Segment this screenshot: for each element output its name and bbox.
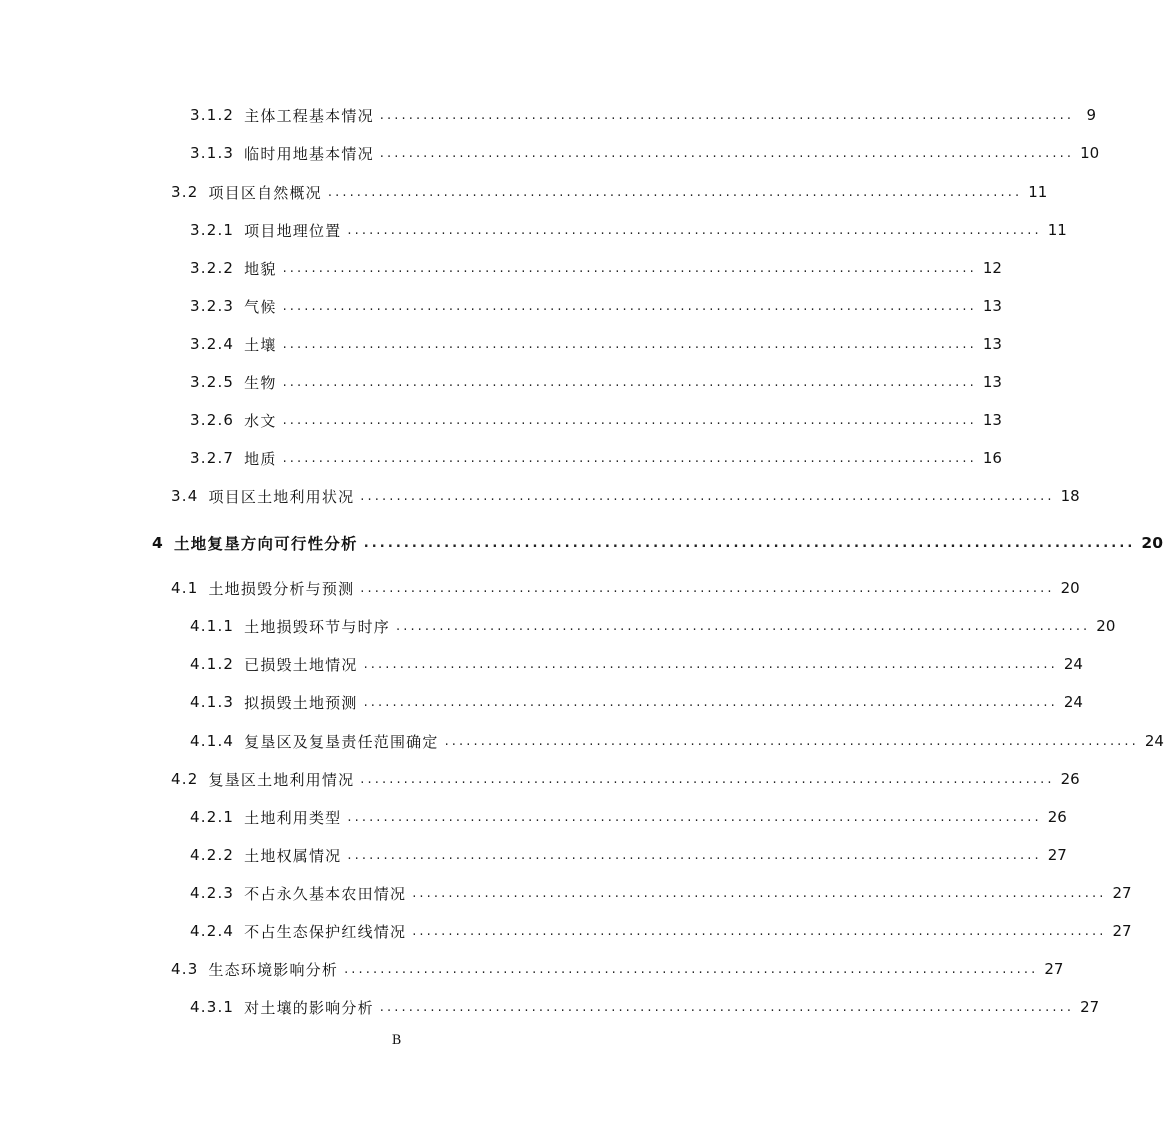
toc-entry-page: 20 [1141, 534, 1163, 552]
toc-entry-title: 土地利用类型 [244, 808, 342, 827]
toc-entry-number: 3.2.4 [190, 335, 235, 353]
toc-entry-number: 3.1.2 [190, 106, 235, 124]
toc-entry-number: 4.2.3 [190, 884, 235, 902]
toc-entry-page: 27 [1112, 884, 1132, 902]
toc-leader-dots: ................................................................................................ [412, 885, 1107, 901]
toc-entry-number: 4.2.2 [190, 846, 235, 864]
toc-entry[interactable] [190, 806, 1067, 828]
toc-entry[interactable] [190, 996, 1100, 1018]
toc-entry-number: 3.2.6 [190, 411, 235, 429]
toc-entry-page: 12 [982, 259, 1002, 277]
toc-entry-page: 13 [982, 373, 1002, 391]
toc-entry-number: 3.1.3 [190, 144, 235, 162]
toc-entry-number: 4.3.1 [190, 998, 235, 1016]
toc-entry-title: 复垦区及复垦责任范围确定 [244, 732, 439, 751]
toc-entry-title: 土地损毁环节与时序 [244, 617, 390, 636]
toc-entry-title: 拟损毁土地预测 [244, 693, 358, 712]
toc-entry-page: 20 [1060, 579, 1080, 597]
toc-entry-number: 3.2.7 [190, 449, 235, 467]
toc-entry-page: 27 [1112, 922, 1132, 940]
toc-entry-title: 已损毁土地情况 [244, 655, 358, 674]
toc-entry-title: 土地复垦方向可行性分析 [174, 535, 358, 553]
toc-entry[interactable] [190, 142, 1100, 164]
toc-entry-title: 项目区土地利用状况 [208, 487, 355, 506]
toc-entry[interactable] [171, 958, 1064, 980]
toc-leader-dots: ................................................................................................ [379, 145, 1075, 161]
toc-entry-page: 18 [1060, 487, 1080, 505]
toc-entry[interactable] [190, 730, 1164, 752]
toc-entry-title: 地貌 [244, 259, 277, 278]
toc-entry-number: 3.2 [171, 183, 199, 201]
toc-entry-title: 复垦区土地利用情况 [208, 770, 355, 789]
toc-entry[interactable] [190, 371, 1002, 393]
toc-entry[interactable] [190, 615, 1116, 637]
toc-entry-number: 4 [152, 534, 164, 552]
toc-entry-page: 13 [982, 297, 1002, 315]
toc-entry[interactable] [190, 653, 1083, 675]
toc-entry-page: 10 [1080, 144, 1100, 162]
toc-entry-title: 不占生态保护红线情况 [244, 922, 407, 941]
toc-leader-dots: ................................................................................................ [360, 771, 1055, 787]
toc-entry-title: 不占永久基本农田情况 [244, 884, 407, 903]
toc-entry-title: 项目地理位置 [244, 221, 342, 240]
toc-entry-number: 3.4 [171, 487, 199, 505]
toc-entry[interactable] [190, 447, 1002, 469]
toc-entry-number: 4.1.4 [190, 732, 235, 750]
toc-entry-number: 4.2.4 [190, 922, 235, 940]
toc-entry-page: 27 [1080, 998, 1100, 1016]
toc-entry-page: 11 [1047, 221, 1067, 239]
toc-entry-title: 气候 [244, 297, 277, 316]
toc-entry-page: 24 [1144, 732, 1164, 750]
toc-leader-dots: ................................................................................................ [363, 656, 1058, 672]
toc-leader-dots: ................................................................................................ [282, 298, 977, 314]
toc-entry-title: 土地损毁分析与预测 [208, 579, 355, 598]
toc-leader-dots: ................................................................................................ [347, 809, 1042, 825]
toc-leader-dots: ................................................................................................ [444, 733, 1139, 749]
toc-leader-dots: ................................................................................................ [344, 961, 1039, 977]
toc-leader-dots: ................................................................................................ [360, 580, 1055, 596]
toc-entry-number: 3.2.1 [190, 221, 235, 239]
toc-entry[interactable] [152, 532, 1163, 554]
toc-entry-page: 16 [982, 449, 1002, 467]
toc-entry-number: 4.3 [171, 960, 199, 978]
toc-entry[interactable] [190, 257, 1002, 279]
toc-entry-title: 主体工程基本情况 [244, 106, 374, 125]
toc-entry-number: 4.1.1 [190, 617, 235, 635]
toc-entry[interactable] [190, 920, 1132, 942]
toc-entry-page: 26 [1060, 770, 1080, 788]
toc-entry-title: 临时用地基本情况 [244, 144, 374, 163]
toc-leader-dots: ................................................................................................ [379, 999, 1075, 1015]
toc-leader-dots: ................................................................................................ [360, 488, 1055, 504]
toc-entry-title: 土地权属情况 [244, 846, 342, 865]
toc-entry-page: 20 [1096, 617, 1116, 635]
toc-leader-dots: ................................................................................................ [347, 222, 1042, 238]
toc-entry-page: 9 [1086, 106, 1097, 124]
toc-leader-dots: ................................................................................................ [282, 260, 977, 276]
toc-leader-dots: ................................................................................................ [282, 374, 977, 390]
toc-entry-page: 13 [982, 335, 1002, 353]
toc-entry[interactable] [190, 104, 1097, 126]
toc-entry-page: 26 [1047, 808, 1067, 826]
toc-entry-number: 4.1.2 [190, 655, 235, 673]
toc-entry[interactable] [190, 882, 1132, 904]
toc-entry-page: 24 [1063, 693, 1083, 711]
toc-entry-number: 3.2.3 [190, 297, 235, 315]
toc-leader-dots: ................................................................................................ [282, 336, 977, 352]
toc-entry-page: 27 [1047, 846, 1067, 864]
toc-entry-number: 4.1 [171, 579, 199, 597]
toc-leader-dots: ................................................................................................ [282, 450, 977, 466]
toc-entry[interactable] [190, 219, 1067, 241]
toc-entry[interactable] [190, 295, 1002, 317]
toc-entry[interactable] [171, 181, 1048, 203]
page-number-label: B [391, 1033, 402, 1048]
toc-entry-page: 13 [982, 411, 1002, 429]
toc-entry[interactable] [171, 768, 1080, 790]
toc-entry-number: 4.1.3 [190, 693, 235, 711]
toc-entry-page: 24 [1063, 655, 1083, 673]
toc-entry-title: 生态环境影响分析 [208, 960, 339, 979]
page-footer [0, 1033, 793, 1048]
toc-leader-dots: ................................................................................................ [379, 107, 1075, 123]
toc-leader-dots: ................................................................................................ [363, 535, 1136, 551]
toc-entry-page: 11 [1028, 183, 1048, 201]
toc-entry[interactable] [171, 485, 1080, 507]
toc-leader-dots: ................................................................................................ [363, 694, 1058, 710]
toc-entry-title: 土壤 [244, 335, 277, 354]
toc-leader-dots: ................................................................................................ [282, 412, 977, 428]
toc-entry-title: 项目区自然概况 [208, 183, 322, 202]
toc-leader-dots: ................................................................................................ [327, 184, 1023, 200]
toc-entry[interactable] [190, 409, 1002, 431]
toc-entry[interactable] [190, 333, 1002, 355]
toc-entry[interactable] [171, 577, 1080, 599]
toc-entry-page: 27 [1044, 960, 1064, 978]
toc-leader-dots: ................................................................................................ [412, 923, 1107, 939]
toc-entry-number: 3.2.5 [190, 373, 235, 391]
toc-entry-number: 3.2.2 [190, 259, 235, 277]
toc-leader-dots: ................................................................................................ [395, 618, 1091, 634]
toc-entry[interactable] [190, 844, 1067, 866]
toc-entry-title: 生物 [244, 373, 277, 392]
toc-entry-number: 4.2 [171, 770, 199, 788]
toc-leader-dots: ................................................................................................ [347, 847, 1042, 863]
toc-entry-number: 4.2.1 [190, 808, 235, 826]
toc-entry-title: 水文 [244, 411, 277, 430]
toc-entry-title: 对土壤的影响分析 [244, 998, 374, 1017]
toc-entry-title: 地质 [244, 449, 277, 468]
toc-entry[interactable] [190, 691, 1083, 713]
